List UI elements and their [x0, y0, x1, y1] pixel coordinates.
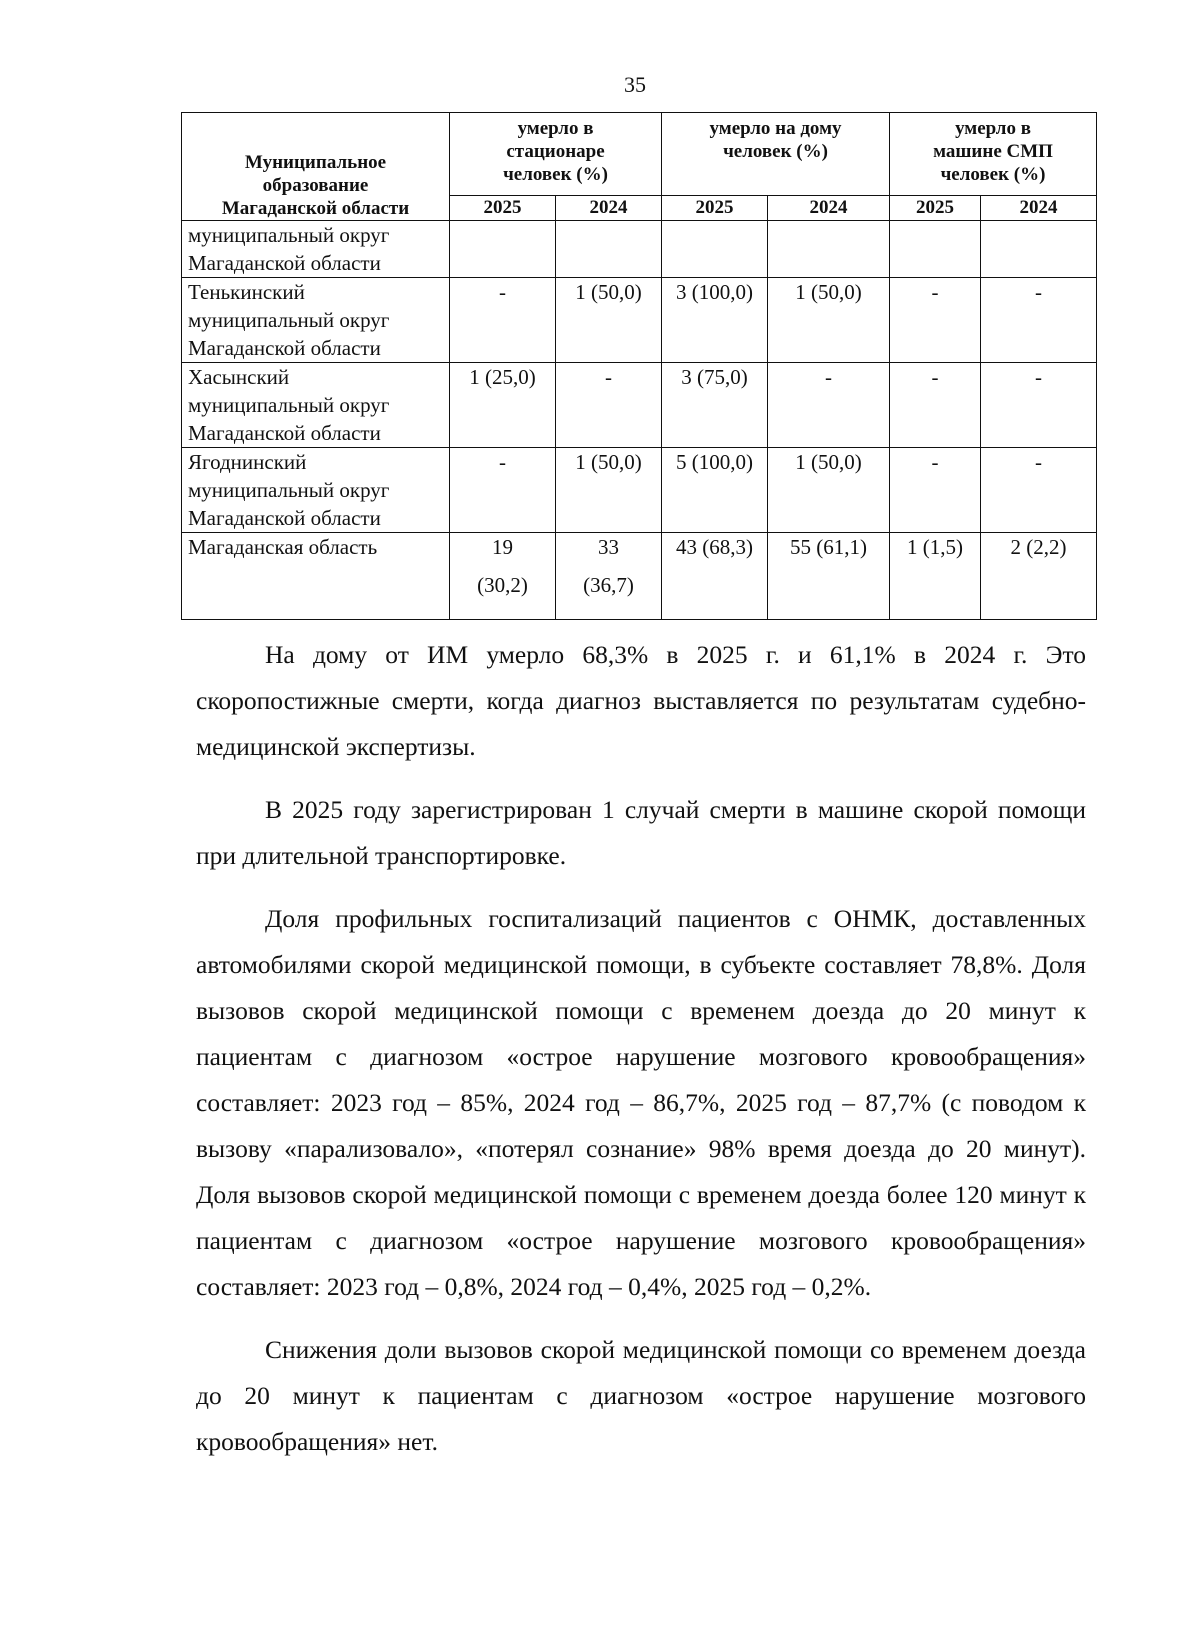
name-line: Тенькинский: [188, 280, 305, 304]
table-cell: [890, 221, 981, 278]
table-cell: [450, 221, 556, 278]
table-cell: -: [981, 363, 1097, 448]
row-municipality-name: [182, 448, 450, 533]
table-cell: 1 (50,0): [768, 448, 890, 533]
paragraph: Доля профильных госпитализаций пациентов с ОНМК, доставленных автомобилями скорой медицинской помощи, в субъекте составляет 78,8%. Доля вызовов скорой медицинской помощи с временем доезда до 20 минут к пациентам с диагнозом «острое нарушение мозгового кровообращения» составляет: 2023 год – 85%, 2024 год – 86,7%, 2025 год – 87,7% (с поводом к вызову «парализовало», «потерял сознание» 98% время доезда до 20 минут). Доля вызовов скорой медицинской помощи с временем доезда более 120 минут к пациентам с диагнозом «острое нарушение мозгового кровообращения» составляет: 2023 год – 0,8%, 2024 год – 0,4%, 2025 год – 0,2%.: [196, 904, 1086, 1301]
table-cell: 43 (68,3): [662, 533, 768, 620]
header-line: человек (%): [503, 164, 608, 185]
table-cell: 1 (25,0): [450, 363, 556, 448]
paragraph: В 2025 году зарегистрирован 1 случай смерти в машине скорой помощи при длительной транспортировке.: [196, 795, 1086, 870]
table-cell: [556, 533, 662, 620]
table-cell: 2 (2,2): [981, 533, 1097, 620]
header-line: машине СМП: [933, 141, 1053, 162]
total-percent: (36,7): [583, 573, 634, 597]
table-row-total: [182, 533, 1097, 620]
header-year: 2025: [662, 196, 768, 221]
table-cell: 1 (50,0): [768, 278, 890, 363]
table-row: [182, 221, 1097, 278]
paragraph: На дому от ИМ умерло 68,3% в 2025 г. и 61,1% в 2024 г. Это скоропостижные смерти, когда диагноз выставляется по результатам судебно-медицинской экспертизы.: [196, 640, 1086, 761]
table-cell: -: [890, 363, 981, 448]
header-died-at-home: [662, 113, 890, 196]
table-cell: 1 (50,0): [556, 448, 662, 533]
table-cell: -: [450, 448, 556, 533]
paragraph: Снижения доли вызовов скорой медицинской помощи со временем доезда до 20 минут к пациентам с диагнозом «острое нарушение мозгового кровообращения» нет.: [196, 1335, 1086, 1456]
header-died-in-hospital: [450, 113, 662, 196]
page-number: 35: [624, 72, 646, 97]
header-line: умерло в: [517, 118, 594, 139]
table-cell: [662, 221, 768, 278]
name-line: Магаданской области: [188, 421, 381, 445]
table-cell: 1 (50,0): [556, 278, 662, 363]
table-cell: -: [890, 278, 981, 363]
header-municipality-line: образование: [262, 175, 369, 196]
header-year: 2024: [768, 196, 890, 221]
table-cell: 3 (100,0): [662, 278, 768, 363]
total-region-name: Магаданская область: [182, 533, 450, 620]
table-cell: -: [768, 363, 890, 448]
table-cell: 1 (1,5): [890, 533, 981, 620]
table-cell: 5 (100,0): [662, 448, 768, 533]
header-line: умерло в: [955, 118, 1031, 139]
table-cell: -: [450, 278, 556, 363]
header-year: 2024: [556, 196, 662, 221]
name-line: муниципальный округ: [188, 478, 390, 502]
total-count: 33: [598, 535, 619, 559]
name-line: Магаданской области: [188, 251, 381, 275]
table-row: [182, 363, 1097, 448]
row-municipality-name: [182, 363, 450, 448]
mortality-table: [181, 112, 1097, 620]
name-line: Хасынский: [188, 365, 290, 389]
total-percent: (30,2): [477, 573, 528, 597]
name-line: Ягоднинский: [188, 450, 307, 474]
row-municipality-name: [182, 278, 450, 363]
header-died-in-ambulance: [890, 113, 1097, 196]
header-line: стационаре: [506, 141, 605, 162]
name-line: муниципальный округ: [188, 308, 390, 332]
total-count: 19: [492, 535, 513, 559]
header-year: 2025: [450, 196, 556, 221]
header-municipality-line: Магаданской области: [221, 198, 410, 219]
header-line: умерло на дому: [709, 118, 842, 139]
table-row: [182, 278, 1097, 363]
table-cell: -: [981, 278, 1097, 363]
table-cell: [768, 221, 890, 278]
table-cell: [981, 221, 1097, 278]
body-text: [196, 632, 1086, 1482]
header-line: человек (%): [723, 141, 828, 162]
name-line: муниципальный округ: [188, 223, 390, 247]
table-cell: -: [556, 363, 662, 448]
header-municipality: [182, 113, 450, 221]
table-cell: 55 (61,1): [768, 533, 890, 620]
table-cell: [450, 533, 556, 620]
row-municipality-name: [182, 221, 450, 278]
table-cell: -: [890, 448, 981, 533]
name-line: Магаданской области: [188, 336, 381, 360]
header-year: 2024: [981, 196, 1097, 221]
name-line: Магаданской области: [188, 506, 381, 530]
table-row: [182, 448, 1097, 533]
table-cell: -: [981, 448, 1097, 533]
name-line: муниципальный округ: [188, 393, 390, 417]
header-municipality-line: Муниципальное: [244, 152, 387, 173]
header-year: 2025: [890, 196, 981, 221]
table-cell: [556, 221, 662, 278]
table-cell: 3 (75,0): [662, 363, 768, 448]
header-line: человек (%): [940, 164, 1046, 185]
